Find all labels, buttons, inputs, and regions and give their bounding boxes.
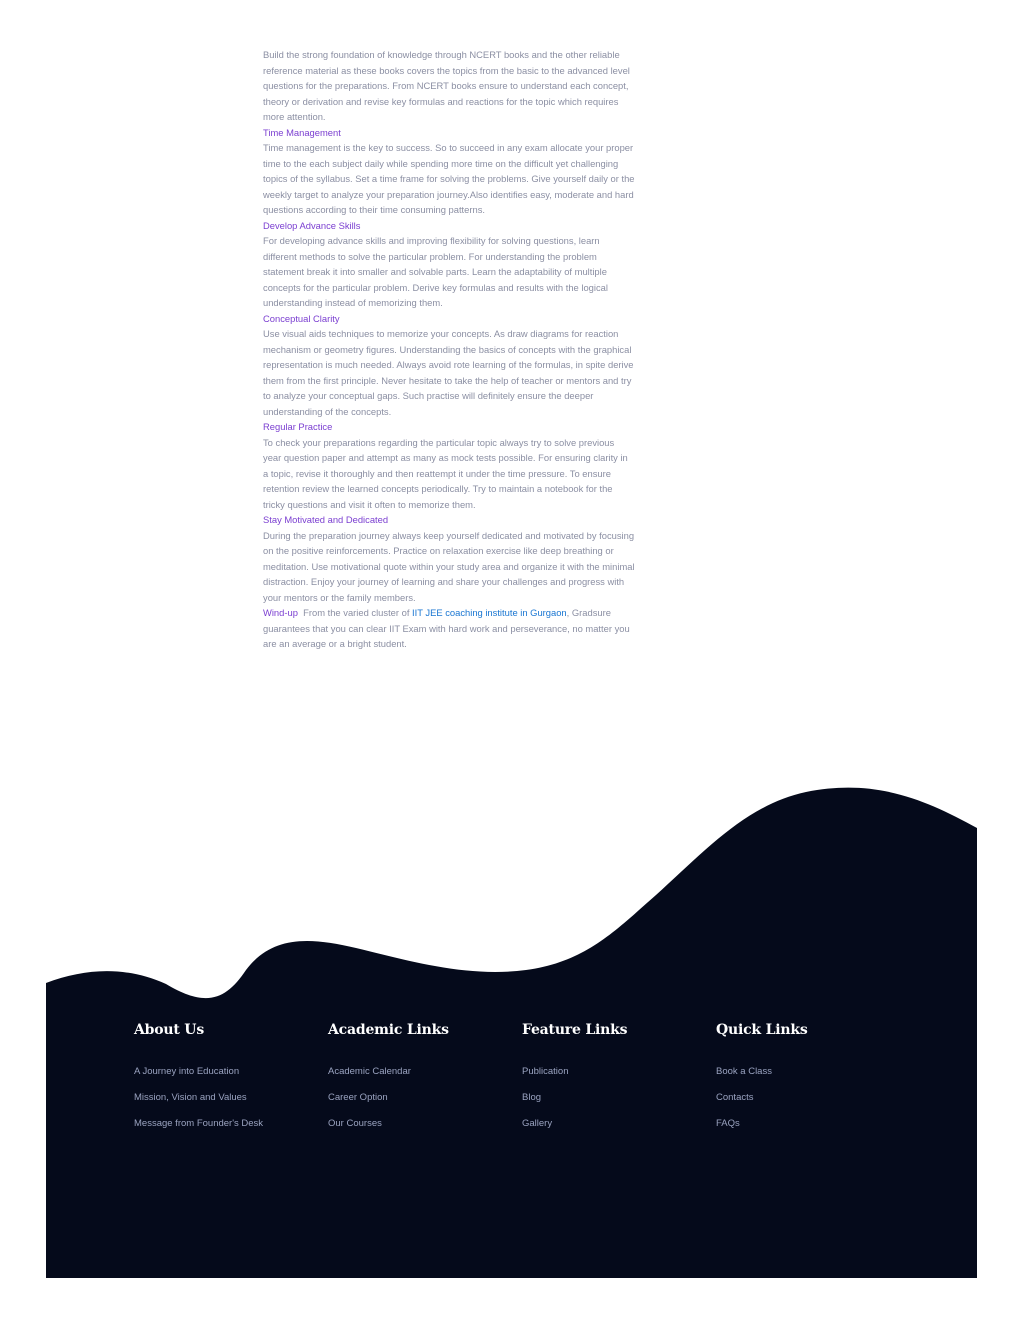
footer-link-list xyxy=(328,1065,518,1143)
footer-column-title: Feature Links xyxy=(522,1022,628,1038)
footer-link-academic-calendar[interactable]: Academic Calendar xyxy=(328,1066,411,1077)
section-body-time-management: Time management is the key to success. So to succeed in any exam allocate your proper time to the each subject daily while spending more time on the difficult yet challenging topics of the syllabus. Set a time frame for solving the problems. Give yourself daily or the weekly target to analyze your preparation journey.Also identifies easy, moderate and hard questions according to their time consuming patterns. xyxy=(263,142,635,215)
footer-link-book-a-class[interactable]: Book a Class xyxy=(716,1066,772,1077)
windup-heading: Wind-up xyxy=(263,607,298,618)
footer-link-list xyxy=(522,1065,712,1143)
section-heading-stay-motivated: Stay Motivated and Dedicated xyxy=(263,514,389,525)
footer-link-list xyxy=(134,1065,324,1143)
footer-column-academic-links xyxy=(328,1020,518,1143)
section-body-conceptual-clarity: Use visual aids techniques to memorize your concepts. As draw diagrams for reaction mechanism or geometry figures. Understanding the basics of concepts with the graphical representation is much needed. Always avoid rote learning of the formulas, in spite derive them from the first principle. Never hesitate to take the help of teacher or mentors and try to analyze your conceptual gaps. Such practise will definitely ensure the deeper understanding of the concepts. xyxy=(263,328,634,417)
section-body-regular-practice: To check your preparations regarding the particular topic always try to solve previous year question paper and attempt as many as mock tests possible. For ensuring clarity in a topic, revise it thoroughly and then reattempt it under the time pressure. To ensure retention review the learned concepts periodically. Try to maintain a notebook for the tricky questions and visit it often to memorize them. xyxy=(263,436,628,510)
footer-column-about-us xyxy=(134,1020,324,1143)
footer-columns xyxy=(134,1020,934,1160)
footer-column-feature-links xyxy=(522,1020,712,1143)
windup-paragraph xyxy=(263,605,635,652)
section-heading-conceptual-clarity: Conceptual Clarity xyxy=(263,312,340,324)
section-body-stay-motivated: During the preparation journey always keep yourself dedicated and motivated by focusing on the positive reinforcements. Practice on relaxation exercise like deep breathing or meditation. Use motivational quote within your study area and organize it with the minimal distraction. Enjoy your journey of learning and share your challenges and progress with your mentors or the family members. xyxy=(263,529,635,603)
section-body-advance-skills: For developing advance skills and improving flexibility for solving questions, learn different methods to solve the particular problem. For understanding the problem statement break it into smaller and solvable parts. Learn the adaptability of multiple concepts for the particular problem. Derive key formulas and results with the logical understanding instead of memorizing them. xyxy=(263,235,608,308)
footer-column-title: Academic Links xyxy=(328,1022,449,1038)
footer-link-mission[interactable]: Mission, Vision and Values xyxy=(134,1092,247,1103)
footer-link-founders-desk[interactable]: Message from Founder's Desk xyxy=(134,1118,264,1129)
footer-link-contacts[interactable]: Contacts xyxy=(716,1092,754,1103)
windup-text-before: From the varied cluster of xyxy=(303,607,410,618)
footer-link-career-option[interactable]: Career Option xyxy=(328,1092,388,1103)
footer-link-list xyxy=(716,1065,906,1143)
section-heading-time-management: Time Management xyxy=(263,126,341,138)
footer-link-faqs[interactable]: FAQs xyxy=(716,1118,740,1129)
article-content xyxy=(263,47,635,652)
footer-column-title: Quick Links xyxy=(716,1022,808,1038)
footer-link-journey[interactable]: A Journey into Education xyxy=(134,1066,240,1077)
footer-link-our-courses[interactable]: Our Courses xyxy=(328,1118,382,1129)
intro-paragraph: Build the strong foundation of knowledge through NCERT books and the other reliable reference material as these books covers the topics from the basic to the advanced level questions for the preparations. From NCERT books ensure to understand each concept, theory or derivation and revise key formulas and reactions for the topic which requires more attention. xyxy=(263,49,630,122)
footer-column-title: About Us xyxy=(134,1022,204,1038)
iit-jee-coaching-link[interactable]: IIT JEE coaching institute in Gurgaon xyxy=(412,607,567,618)
section-heading-advance-skills: Develop Advance Skills xyxy=(263,219,361,231)
footer-link-gallery[interactable]: Gallery xyxy=(522,1118,553,1129)
windup-text-after: , Gradsure guarantees that you can clear IIT Exam with hard work and perseverance, no matter you are an average or a bright student. xyxy=(263,607,630,649)
section-heading-regular-practice: Regular Practice xyxy=(263,421,333,432)
footer-column-quick-links xyxy=(716,1020,906,1143)
footer-link-publication[interactable]: Publication xyxy=(522,1066,569,1077)
footer-link-blog[interactable]: Blog xyxy=(522,1092,542,1103)
